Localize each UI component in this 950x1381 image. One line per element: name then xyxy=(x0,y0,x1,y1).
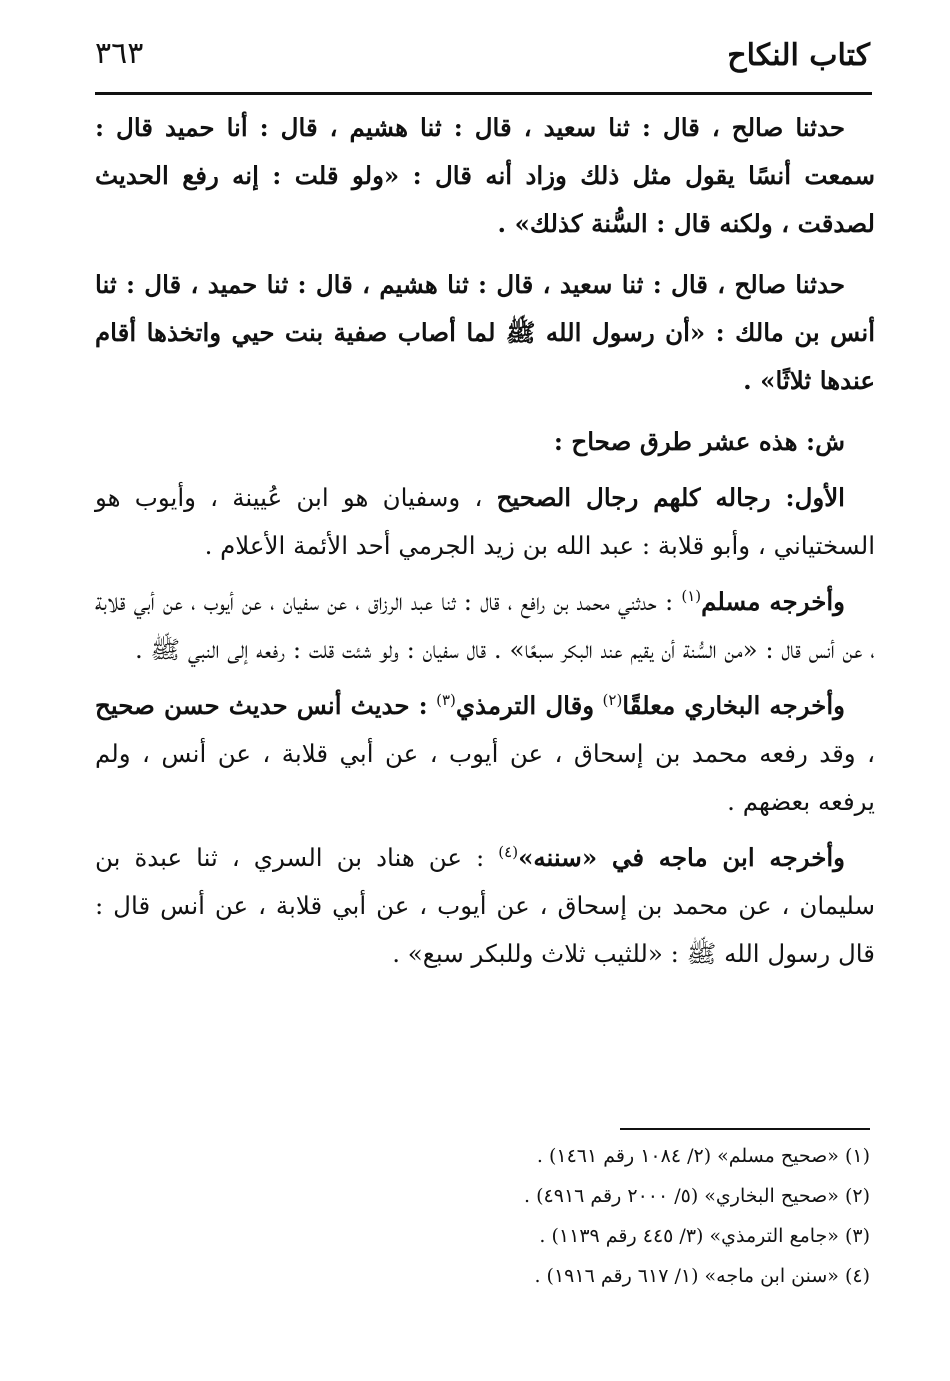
paragraph-muslim xyxy=(95,578,875,674)
main-text xyxy=(95,104,875,986)
paragraph-commentary-heading xyxy=(95,418,875,466)
paragraph-hadith-2 xyxy=(95,261,875,405)
paragraph-rest: : عن هناد بن السري ، ثنا عبدة بن سليمان ، عن محمد بن إسحاق ، عن أيوب ، عن أبي قلابة ، عن أنس قال : قال رسول الله ﷺ : «للثيب ثلاث وللبكر سبع» . xyxy=(95,843,875,968)
footnote-ref[interactable]: (٣) xyxy=(436,690,456,709)
footnote-ref[interactable]: (٤) xyxy=(498,842,519,861)
paragraph-mid: وقال الترمذي xyxy=(455,691,595,720)
paragraph-first-chain xyxy=(95,474,875,570)
paragraph-text: حدثنا صالح ، قال : ثنا سعيد ، قال : ثنا هشيم ، قال : ثنا حميد ، قال : ثنا أنس بن مالك : «أن رسول الله ﷺ لما أصاب صفية بنت حيي واتخذها أقام عندها ثلاثًا» . xyxy=(95,270,875,395)
footnote-4: (٤) «سنن ابن ماجه» (١/ ٦١٧ رقم ١٩١٦) . xyxy=(534,1265,870,1287)
footnote-separator xyxy=(620,1128,870,1130)
page-number: ٣٦٣ xyxy=(95,36,144,71)
chapter-title: كتاب النكاح xyxy=(727,38,870,73)
paragraph-lead: وأخرجه البخاري معلقًا xyxy=(622,691,845,720)
running-header xyxy=(95,34,870,84)
footnote-ref[interactable]: (٢) xyxy=(602,690,623,709)
paragraph-lead: وأخرجه ابن ماجه في «سننه» xyxy=(518,843,845,872)
paragraph-ibn-majah xyxy=(95,834,875,978)
footnotes xyxy=(95,1136,870,1296)
paragraph-bukhari-tirmidhi xyxy=(95,682,875,826)
footnote-3: (٣) «جامع الترمذي» (٣/ ٤٤٥ رقم ١١٣٩) . xyxy=(539,1225,870,1247)
paragraph-mid-2: : حديث أنس حديث حسن صحيح xyxy=(95,691,428,720)
footnote-1: (١) «صحيح مسلم» (٢/ ١٠٨٤ رقم ١٤٦١) . xyxy=(536,1145,870,1167)
paragraph-rest: ، وسفيان هو ابن عُيينة ، وأيوب هو السختياني ، وأبو قلابة : عبد الله بن زيد الجرمي أحد الأئمة الأعلام . xyxy=(95,483,875,560)
paragraph-text: حدثنا صالح ، قال : ثنا سعيد ، قال : ثنا هشيم ، قال : أنا حميد قال : سمعت أنسًا يقول مثل ذلك وزاد أنه قال : «ولو قلت : إنه رفع الحديث لصدقت ، ولكنه قال : السُّنة كذلك» . xyxy=(95,113,875,238)
paragraph-hadith-1 xyxy=(95,104,875,248)
header-rule xyxy=(95,92,872,95)
footnote-2: (٢) «صحيح البخاري» (٥/ ٢٠٠٠ رقم ٤٩١٦) . xyxy=(524,1185,870,1207)
paragraph-lead: وأخرجه مسلم xyxy=(701,587,845,616)
paragraph-text: ش: هذه عشر طرق صحاح : xyxy=(553,427,845,456)
footnote-ref[interactable]: (١) xyxy=(681,586,702,605)
paragraph-rest: : حدثني محمد بن رافع ، قال : ثنا عبد الرزاق ، عن سفيان ، عن أيوب ، عن أبي قلابة ، عن أنس قال : «من السُّنة أن يقيم عند البكر سبعًا» . قال سفيان : ولو شئت قلت : رفعه إلى النبي ﷺ . xyxy=(95,587,875,664)
paragraph-lead: الأول: رجاله كلهم رجال الصحيح xyxy=(496,483,845,512)
paragraph-rest: ، وقد رفعه محمد بن إسحاق ، عن أيوب ، عن أبي قلابة ، عن أنس ، ولم يرفعه بعضهم . xyxy=(95,739,875,816)
